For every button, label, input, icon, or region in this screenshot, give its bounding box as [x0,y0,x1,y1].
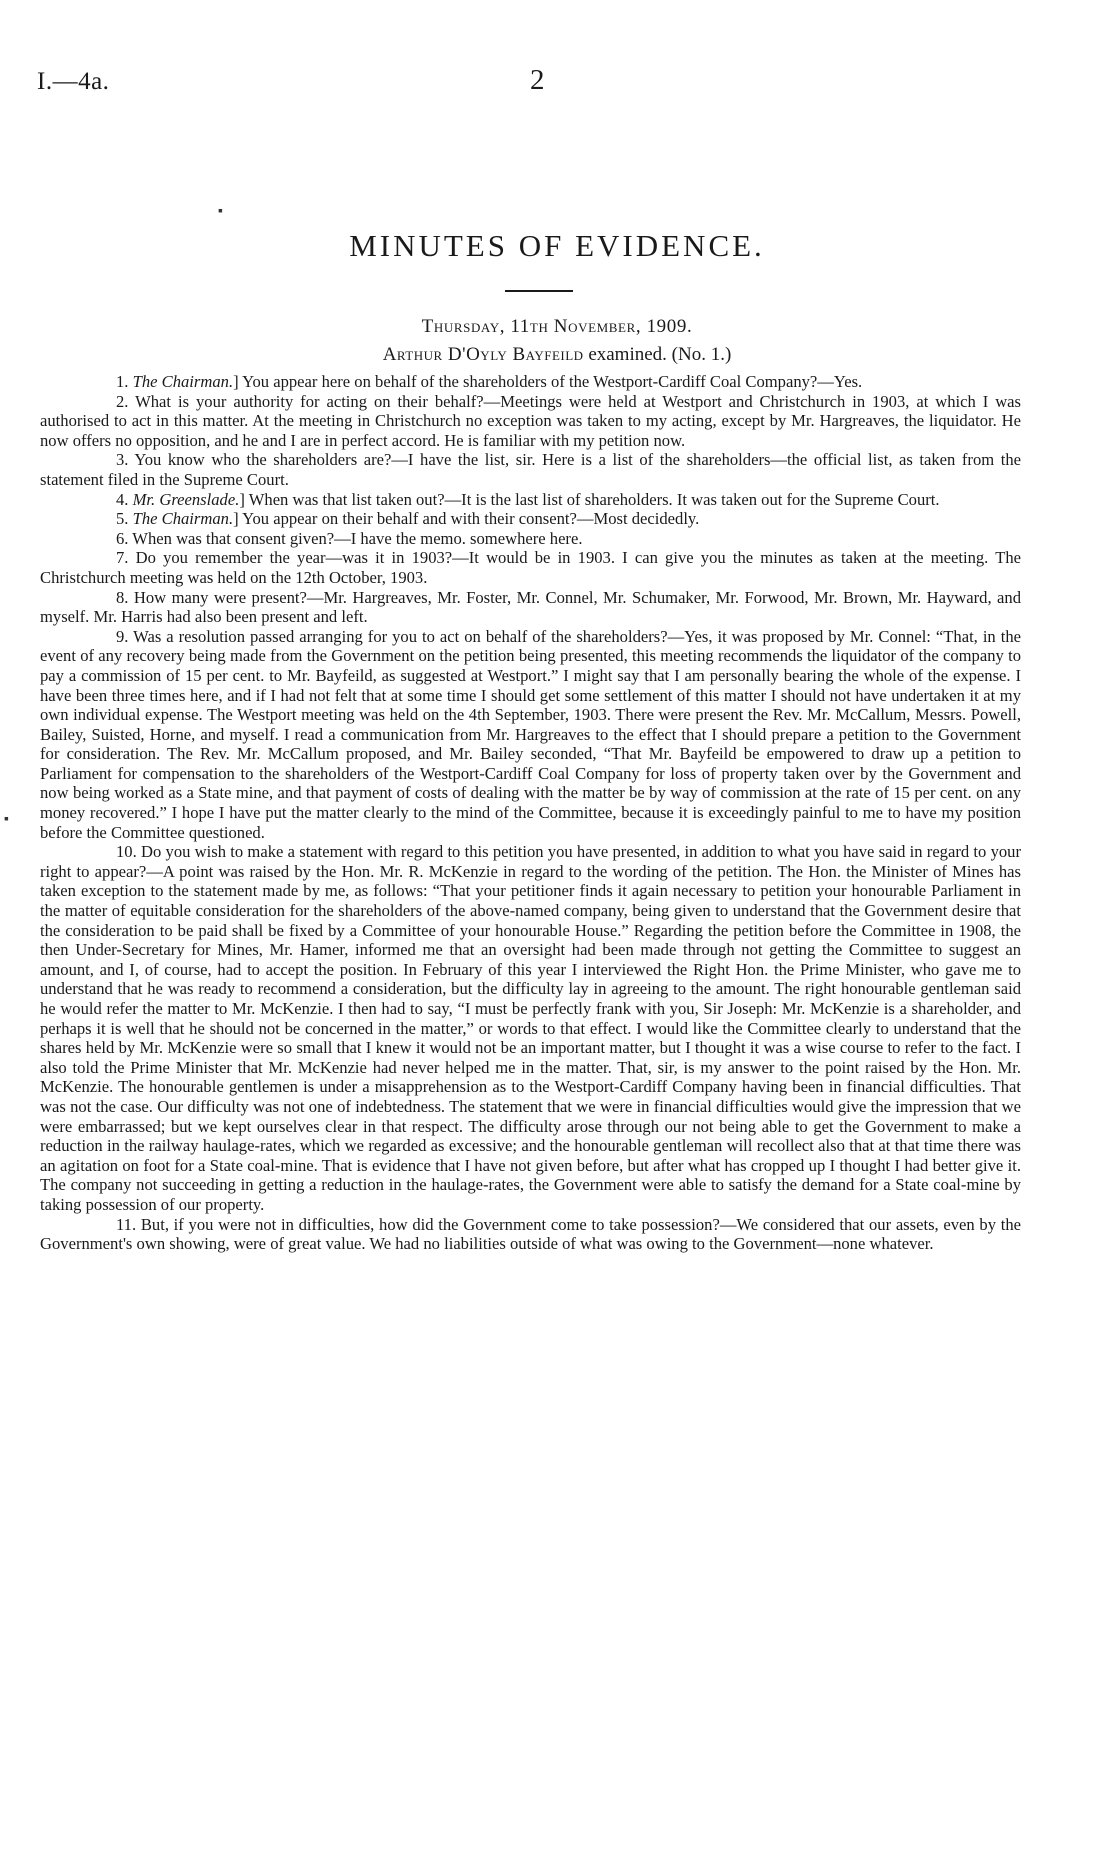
question-paragraph [40,842,1021,1214]
question-text: You know who the shareholders are?—I have the list, sir. Here is a list of the shareholders—the official list, as taken from the statement filed in the Supreme Court. [40,450,1022,489]
question-text: You appear on their behalf and with their consent?—Most decidedly. [242,509,700,529]
title-divider [505,290,573,292]
ink-speck: ▪ [4,812,9,827]
witness-line [0,344,1114,366]
speaker-bracket: ] [233,372,243,391]
page-number: 2 [530,64,545,96]
question-text: Do you wish to make a statement with regard to this petition you have presented, in addition to what you have said in regard to your right to appear?—A point was raised by the Hon. Mr. R. McKenzie in regard to the wording of the petition. The Hon. the Minister of Mines has taken exception to the statement made by me, as follows: “That your petitioner finds it again necessary to petition your honourable Parliament in the matter of equitable consideration for the shareholders of the above-named company, being given to understand that the Government desire that the consideration to be paid shall be fixed by a Committee of your honourable House.” Regarding the petition before the Committee in 1908, the then Under-Secretary for Mines, Mr. Hamer, informed me that an oversight had been made through not getting the Committee to suggest an amount, and I, of course, had to accept the position. In February of this year I interviewed the Right Hon. the Prime Minister, who gave me to understand that he was ready to recommend a consideration, but the difficulty lay in agreeing to the amount. The right honourable gentleman said he would refer the matter to Mr. McKenzie. I then had to say, “I must be perfectly frank with you, Sir Joseph: Mr. McKenzie is a shareholder, and perhaps it is well that he should not be concerned in the matter,” or words to that effect. I would like the Committee clearly to understand that the shares held by Mr. McKenzie were so small that I knew it would not be an important matter, but I thought it was a wise course to refer to the fact. I also told the Prime Minister that Mr. McKenzie had never helped me in the matter. That, sir, is my answer to the point raised by the Hon. Mr. McKenzie. The honourable gentlemen is under a misapprehension as to the Westport-Cardiff Company having been in financial difficulties. That was not the case. Our difficulty was not one of indebtedness. The statement that we were in financial difficulties would give the impression that we were embarrassed; but we kept ourselves clear in that respect. The difficulty arose through our not being able to get the Government to make a reduction in the railway haulage-rates, which we regarded as excessive; and the honourable gentleman will recollect also that at that time there was an agitation on foot for a State coal-mine. That is evidence that I have not given before, but after what has cropped up I thought I had better give it. The company not succeeding in getting a reduction in the haulage-rates, the Government were able to satisfy the demand for a State coal-mine by taking possession of our property. [40,842,1021,1214]
question-paragraph [40,548,1021,587]
question-number: 4. [116,489,133,509]
question-text: But, if you were not in difficulties, how did the Government come to take possession?—We considered that our assets, even by the Government's own showing, were of great value. We had no liabilities outside of what was owing to the Government—none whatever. [40,1214,1021,1254]
speaker-bracket: ] [233,509,243,529]
ink-speck: ▪ [218,204,223,219]
speaker-name: Mr. Greenslade. [132,489,240,509]
question-text: Was a resolution passed arranging for you to act on behalf of the shareholders?—Yes, it was proposed by Mr. Connel: “That, in the event of any recovery being made from the Government on the petition being presented, this meeting recommends the liquidator of the company to pay a commission of 15 per cent. to Mr. Bayfeild, as suggested at Westport.” I might say that I am personally bearing the whole of the expense. I have been three times here, and if I had not felt that at some time I should get some settlement of this matter I should not have undertaken it at my own individual expense. The Westport meeting was held on the 4th September, 1903. There were present the Rev. Mr. McCallum, Messrs. Powell, Bailey, Suisted, Horne, and myself. I read a communication from Mr. Hargreaves to the effect that I should prepare a petition to the Government for consideration. The Rev. Mr. McCallum proposed, and Mr. Bailey seconded, “That Mr. Bayfeild be empowered to draw up a petition to Parliament for compensation to the shareholders of the Westport-Cardiff Coal Company for loss of property taken over by the Government and now being worked as a State mine, and that payment of costs of dealing with the matter be by way of commission at the rate of 15 per cent. on any money recovered.” I hope I have put the matter clearly to the mind of the Committee, because it is exceedingly painful to me to have my position before the Committee questioned. [40,626,1021,842]
question-text: How many were present?—Mr. Hargreaves, Mr. Foster, Mr. Connel, Mr. Schumaker, Mr. Forwood, Mr. Brown, Mr. Hayward, and myself. Mr. Harris had also been present and left. [40,587,1021,627]
question-text: When was that consent given?—I have the memo. somewhere here. [132,528,583,548]
evidence-body [40,372,1021,1254]
question-number: 3. [116,450,135,470]
question-number: 7. [116,548,136,568]
question-paragraph [40,588,1021,627]
speaker-name: The Chairman. [132,372,234,391]
question-paragraph [40,490,1021,510]
page-title: MINUTES OF EVIDENCE. [349,228,765,263]
question-text: You appear here on behalf of the shareholders of the Westport-Cardiff Coal Company?—Yes. [242,372,863,391]
question-paragraph [40,509,1021,529]
speaker-bracket: ] [239,489,249,509]
question-number: 9. [116,626,134,646]
question-paragraph [40,392,1021,451]
question-number: 6. [116,528,133,548]
question-paragraph [40,1215,1021,1254]
question-number: 8. [116,587,134,607]
question-paragraph [40,529,1021,549]
speaker-name: The Chairman. [132,509,234,529]
question-text: What is your authority for acting on their behalf?—Meetings were held at Westport and Christchurch in 1903, at which I was authorised to act in this matter. At the meeting in Christchurch no exception was taken to my acting, except by Mr. Hargreaves, the liquidator. He now offers no opposition, and he and I are in perfect accord. He is familiar with my petition now. [40,391,1022,450]
witness-name: Arthur D'Oyly Bayfeild [382,344,584,365]
witness-examined: examined. (No. 1.) [583,344,732,365]
question-number: 2. [116,391,136,411]
question-number: 1. [116,372,133,391]
question-number: 5. [116,509,133,529]
question-number: 11. [116,1214,141,1234]
question-text: When was that list taken out?—It is the last list of shareholders. It was taken out for the Supreme Court. [248,489,940,509]
question-paragraph [40,450,1021,489]
session-date: Thursday, 11th November, 1909. [421,316,693,337]
document-reference: I.—4a. [37,68,110,95]
question-number: 10. [116,842,141,862]
question-paragraph [40,372,1021,392]
question-paragraph [40,627,1021,843]
question-text: Do you remember the year—was it in 1903?—It would be in 1903. I can give you the minutes as taken at the meeting. The Christchurch meeting was held on the 12th October, 1903. [40,548,1021,587]
